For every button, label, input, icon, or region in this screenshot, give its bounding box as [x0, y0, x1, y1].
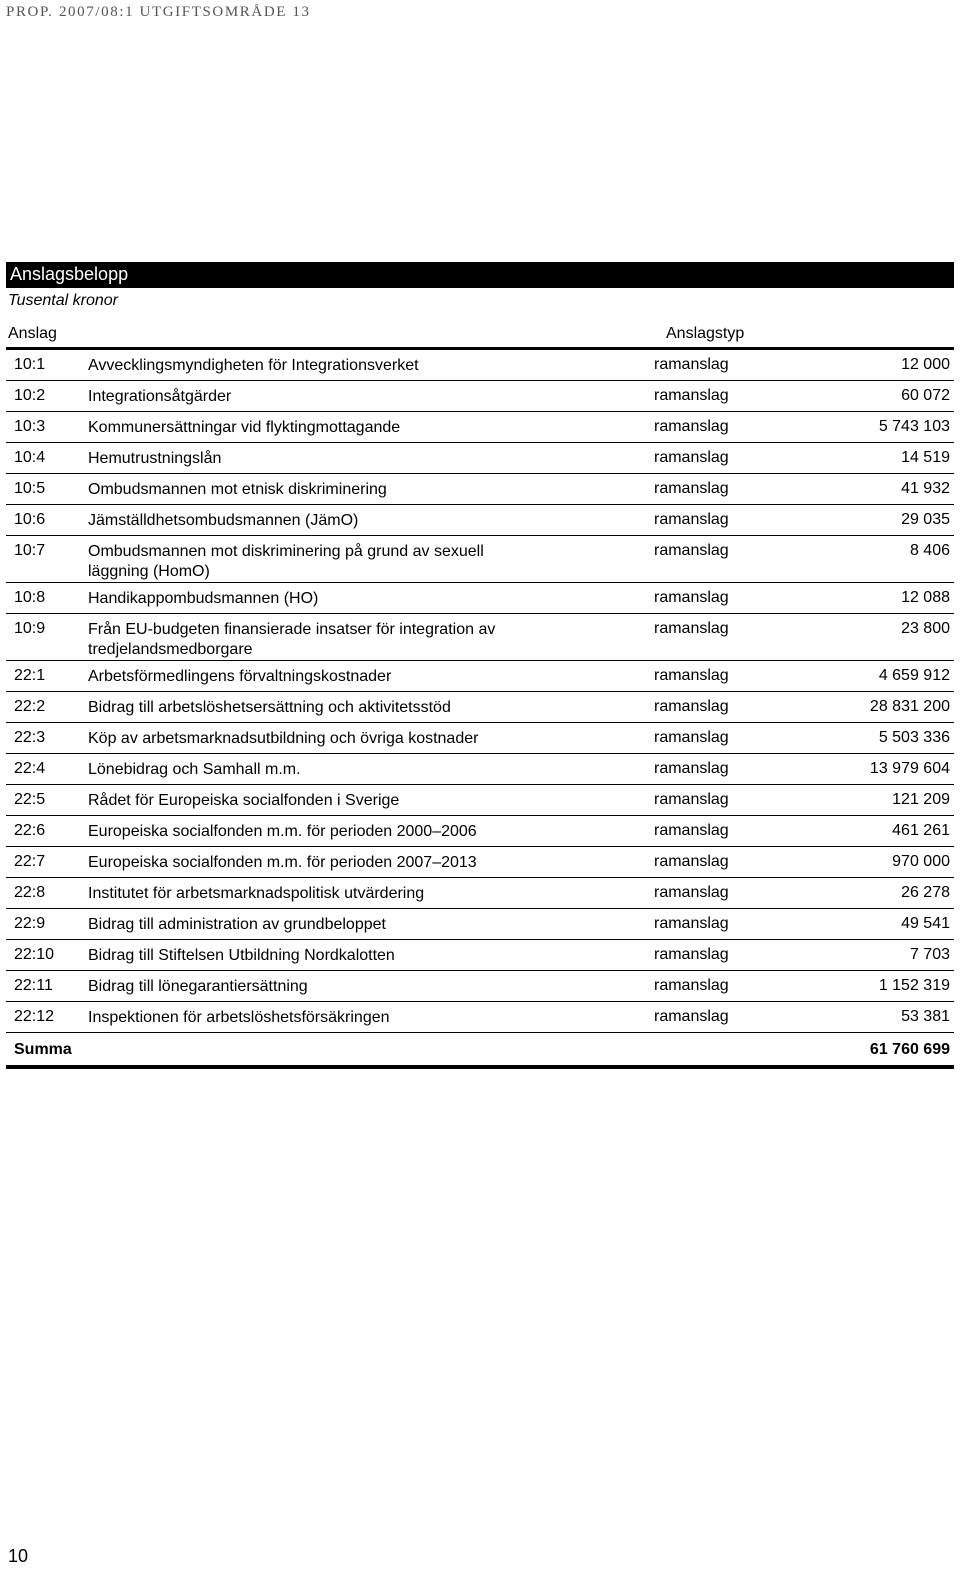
row-name — [88, 915, 654, 935]
row-code: 10:8 — [14, 589, 46, 606]
summary-label: Summa — [14, 1041, 72, 1058]
row-amount: 1 152 319 — [878, 977, 950, 994]
running-header: PROP. 2007/08:1 UTGIFTSOMRÅDE 13 — [6, 4, 311, 20]
row-type: ramanslag — [654, 698, 729, 715]
row-name — [88, 1008, 654, 1028]
row-name — [88, 418, 654, 438]
row-type: ramanslag — [654, 542, 729, 559]
row-code: 22:6 — [14, 822, 46, 839]
row-type: ramanslag — [654, 822, 729, 839]
row-code: 10:5 — [14, 480, 46, 497]
summary-rule — [6, 1065, 954, 1069]
row-name-line: Rådet för Europeiska socialfonden i Sverige — [88, 792, 400, 809]
table-row — [6, 1002, 954, 1033]
row-name-line: Ombudsmannen mot etnisk diskriminering — [88, 481, 387, 498]
section-subtitle: Tusental kronor — [8, 292, 118, 309]
table-row — [6, 940, 954, 971]
row-amount: 12 000 — [901, 356, 950, 373]
row-type: ramanslag — [654, 977, 729, 994]
row-type: ramanslag — [654, 946, 729, 963]
row-code: 22:7 — [14, 853, 46, 870]
row-name-line: Hemutrustningslån — [88, 450, 222, 467]
row-type: ramanslag — [654, 418, 729, 435]
row-name — [88, 511, 654, 531]
table-row — [6, 474, 954, 505]
row-name-line: Avvecklingsmyndigheten för Integrationsverket — [88, 357, 419, 374]
appropriations-table — [6, 350, 954, 1033]
row-amount: 5 503 336 — [878, 729, 950, 746]
row-name-line: Bidrag till Stiftelsen Utbildning Nordkalotten — [88, 947, 395, 964]
row-name — [88, 620, 654, 660]
row-amount: 53 381 — [901, 1008, 950, 1025]
row-name-line: Köp av arbetsmarknadsutbildning och övriga kostnader — [88, 730, 479, 747]
row-name — [88, 356, 654, 376]
row-amount: 7 703 — [909, 946, 950, 963]
summary-amount: 61 760 699 — [869, 1041, 950, 1058]
row-code: 10:3 — [14, 418, 46, 435]
table-row — [6, 350, 954, 381]
row-amount: 29 035 — [901, 511, 950, 528]
row-name-line: Handikappombudsmannen (HO) — [88, 590, 319, 607]
row-amount: 461 261 — [892, 822, 950, 839]
row-code: 22:2 — [14, 698, 46, 715]
row-amount: 4 659 912 — [878, 667, 950, 684]
row-name — [88, 884, 654, 904]
table-row — [6, 878, 954, 909]
row-name-line: Inspektionen för arbetslöshetsförsäkringen — [88, 1009, 390, 1026]
table-row — [6, 661, 954, 692]
row-amount: 14 519 — [901, 449, 950, 466]
row-name — [88, 589, 654, 609]
table-row — [6, 412, 954, 443]
row-name-line: Bidrag till administration av grundbeloppet — [88, 916, 386, 933]
table-row — [6, 381, 954, 412]
row-name-line: Bidrag till arbetslöshetsersättning och aktivitetsstöd — [88, 699, 451, 716]
row-amount: 26 278 — [901, 884, 950, 901]
row-amount: 41 932 — [901, 480, 950, 497]
row-name — [88, 977, 654, 997]
row-type: ramanslag — [654, 589, 729, 606]
row-amount: 970 000 — [892, 853, 950, 870]
row-name-line: Arbetsförmedlingens förvaltningskostnader — [88, 668, 392, 685]
row-name-continuation: tredjelandsmedborgare — [88, 641, 253, 658]
row-amount: 121 209 — [892, 791, 950, 808]
row-name — [88, 449, 654, 469]
row-code: 22:10 — [14, 946, 55, 963]
row-type: ramanslag — [654, 915, 729, 932]
table-row — [6, 754, 954, 785]
row-name — [88, 480, 654, 500]
table-row — [6, 785, 954, 816]
row-name-line: Ombudsmannen mot diskriminering på grund av sexuell — [88, 543, 484, 560]
row-code: 10:7 — [14, 542, 46, 559]
row-code: 10:9 — [14, 620, 46, 637]
row-type: ramanslag — [654, 853, 729, 870]
row-amount: 28 831 200 — [869, 698, 950, 715]
row-code: 10:2 — [14, 387, 46, 404]
row-name — [88, 387, 654, 407]
row-type: ramanslag — [654, 729, 729, 746]
table-row — [6, 847, 954, 878]
row-name-line: Från EU-budgeten finansierade insatser för integration av — [88, 621, 496, 638]
page-number: 10 — [8, 1546, 29, 1566]
table-row — [6, 583, 954, 614]
row-type: ramanslag — [654, 387, 729, 404]
table-row — [6, 909, 954, 940]
row-name-continuation: läggning (HomO) — [88, 563, 210, 580]
row-type: ramanslag — [654, 884, 729, 901]
row-name-line: Kommunersättningar vid flyktingmottagande — [88, 419, 401, 436]
row-name-line: Integrationsåtgärder — [88, 388, 232, 405]
section-title: Anslagsbelopp — [6, 262, 954, 288]
row-amount: 12 088 — [901, 589, 950, 606]
row-name — [88, 542, 654, 582]
row-amount: 5 743 103 — [878, 418, 950, 435]
row-name — [88, 822, 654, 842]
row-type: ramanslag — [654, 760, 729, 777]
table-row — [6, 505, 954, 536]
row-name — [88, 667, 654, 687]
row-name — [88, 853, 654, 873]
row-code: 22:1 — [14, 667, 46, 684]
row-code: 22:8 — [14, 884, 46, 901]
row-type: ramanslag — [654, 480, 729, 497]
row-code: 10:1 — [14, 356, 46, 373]
row-type: ramanslag — [654, 511, 729, 528]
column-header-anslag: Anslag — [8, 325, 57, 342]
row-code: 22:3 — [14, 729, 46, 746]
row-name — [88, 791, 654, 811]
row-code: 22:5 — [14, 791, 46, 808]
row-name — [88, 698, 654, 718]
row-type: ramanslag — [654, 620, 729, 637]
row-name — [88, 946, 654, 966]
row-type: ramanslag — [654, 1008, 729, 1025]
row-name-line: Europeiska socialfonden m.m. för perioden 2000–2006 — [88, 823, 477, 840]
row-code: 22:4 — [14, 760, 46, 777]
row-name-line: Lönebidrag och Samhall m.m. — [88, 761, 301, 778]
row-name-line: Institutet för arbetsmarknadspolitisk utvärdering — [88, 885, 425, 902]
row-type: ramanslag — [654, 449, 729, 466]
row-name — [88, 729, 654, 749]
table-row — [6, 816, 954, 847]
table-row — [6, 614, 954, 661]
row-code: 22:9 — [14, 915, 46, 932]
row-type: ramanslag — [654, 667, 729, 684]
table-row — [6, 443, 954, 474]
row-name — [88, 760, 654, 780]
row-amount: 13 979 604 — [869, 760, 950, 777]
table-row — [6, 536, 954, 583]
row-amount: 60 072 — [901, 387, 950, 404]
row-name-line: Jämställdhetsombudsmannen (JämO) — [88, 512, 359, 529]
row-amount: 8 406 — [909, 542, 950, 559]
row-amount: 23 800 — [901, 620, 950, 637]
row-type: ramanslag — [654, 356, 729, 373]
table-row — [6, 692, 954, 723]
row-type: ramanslag — [654, 791, 729, 808]
row-code: 22:11 — [14, 977, 53, 994]
row-code: 10:6 — [14, 511, 46, 528]
summary-row — [6, 1035, 954, 1067]
row-code: 10:4 — [14, 449, 46, 466]
row-amount: 49 541 — [901, 915, 950, 932]
row-code: 22:12 — [14, 1008, 55, 1025]
column-header-anslagstyp: Anslagstyp — [666, 325, 745, 342]
table-row — [6, 723, 954, 754]
table-row — [6, 971, 954, 1002]
row-name-line: Bidrag till lönegarantiersättning — [88, 978, 308, 995]
row-name-line: Europeiska socialfonden m.m. för perioden 2007–2013 — [88, 854, 477, 871]
